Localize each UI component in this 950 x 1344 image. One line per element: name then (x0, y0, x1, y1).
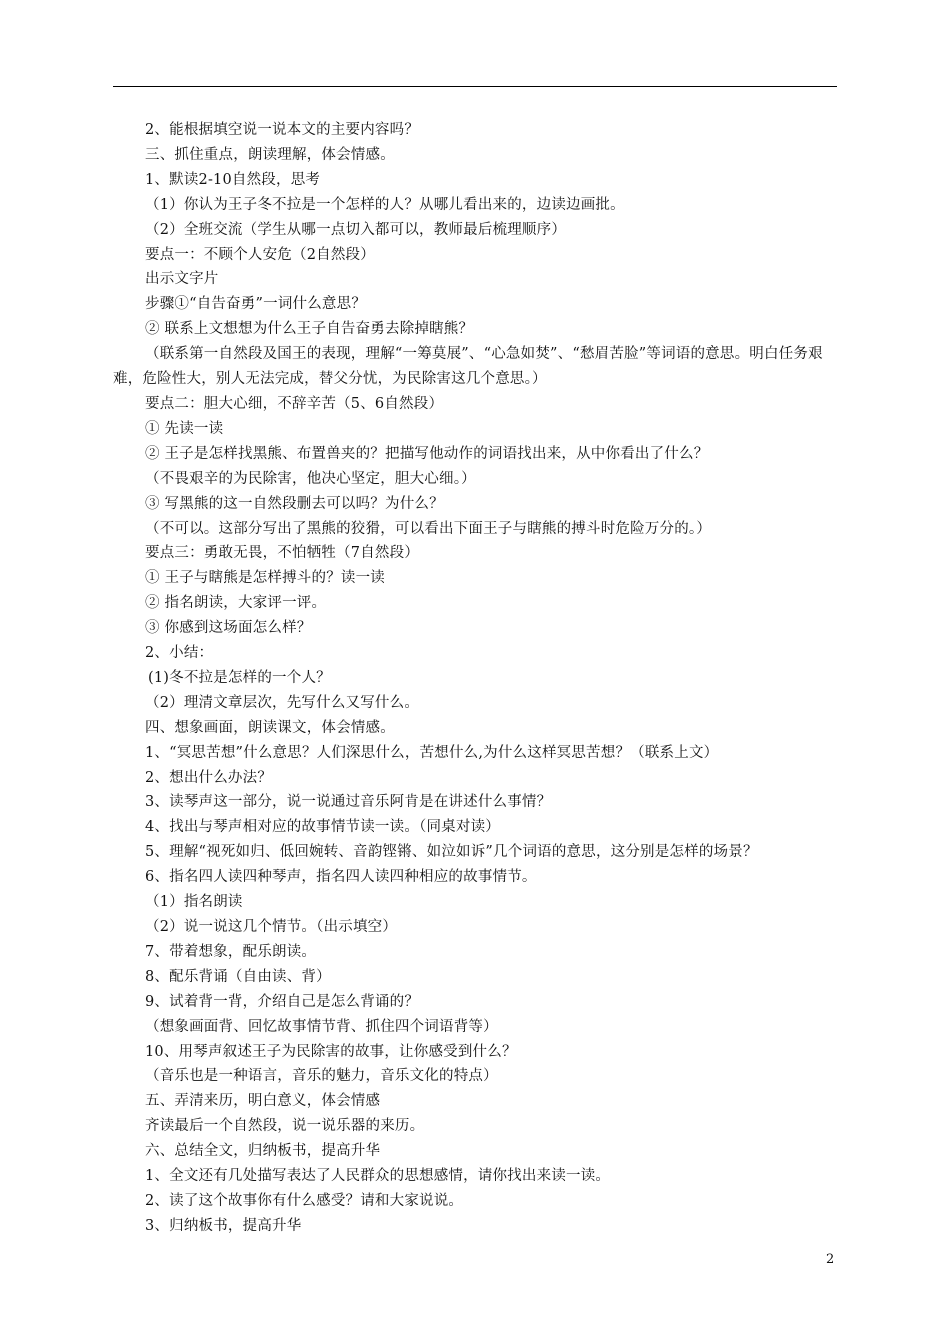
text-line: 1、“冥思苦想”什么意思？人们深思什么，苦想什么,为什么这样冥思苦想？（联系上文） (145, 744, 719, 761)
text-line: 3、归纳板书，提高升华 (145, 1217, 302, 1234)
text-line: （想象画面背、回忆故事情节背、抓住四个词语背等） (145, 1018, 498, 1035)
text-line: 四、想象画面，朗读课文，体会情感。 (145, 719, 395, 736)
text-line: （2）说一说这几个情节。（出示填空） (145, 919, 398, 935)
document-body (113, 118, 837, 1239)
text-line: 要点二：胆大心细，不辞辛苦（5、6自然段） (145, 395, 444, 412)
text-line: (1)冬不拉是怎样的一个人？ (148, 669, 331, 686)
text-line: ② 联系上文想想为什么王子自告奋勇去除掉瞎熊？ (145, 321, 474, 338)
text-line: 9、试着背一背，介绍自己是怎么背诵的？ (145, 993, 420, 1010)
text-line: 6、指名四人读四种琴声，指名四人读四种相应的故事情节。 (145, 869, 537, 886)
text-line: （音乐也是一种语言，音乐的魅力，音乐文化的特点） (145, 1068, 498, 1085)
text-line: 3、读琴声这一部分，说一说通过音乐阿肯是在讲述什么事情？ (145, 794, 552, 811)
text-line: 步骤①“自告奋勇”一词什么意思？ (145, 296, 367, 313)
text-line: 出示文字片 (145, 271, 219, 288)
text-line: ③ 写黑熊的这一自然段删去可以吗？为什么？ (145, 495, 444, 512)
text-line: ③ 你感到这场面怎么样？ (145, 620, 312, 637)
text-line: 六、总结全文，归纳板书，提高升华 (145, 1143, 381, 1160)
text-line: 五、弄清来历，明白意义，体会情感 (145, 1093, 381, 1110)
text-line: 1、默读2-10自然段，思考 (145, 171, 321, 188)
text-line: 2、能根据填空说一说本文的主要内容吗？ (145, 122, 420, 138)
text-line: ① 王子与瞎熊是怎样搏斗的？读一读 (145, 570, 386, 587)
text-line: 1、全文还有几处描写表达了人民群众的思想感情，请你找出来读一读。 (145, 1168, 611, 1185)
text-line: ② 指名朗读，大家评一评。 (145, 595, 327, 612)
text-line: 2、想出什么办法？ (145, 769, 273, 786)
text-line: ② 王子是怎样找黑熊、布置兽夹的？把描写他动作的词语找出来，从中你看出了什么？ (145, 445, 709, 462)
text-line: 要点一：不顾个人安危（2自然段） (145, 246, 375, 263)
text-line: 7、带着想象，配乐朗读。 (145, 943, 317, 960)
text-line: （1）你认为王子冬不拉是一个怎样的人？从哪儿看出来的，边读边画批。 (145, 196, 625, 213)
text-line: 2、读了这个故事你有什么感受？请和大家说说。 (145, 1192, 464, 1209)
text-line: 8、配乐背诵（自由读、背） (145, 968, 331, 985)
text-line: 2、小结： (145, 645, 214, 662)
text-line: ① 先读一读 (145, 420, 224, 437)
text-line: （不可以。这部分写出了黑熊的狡猾，可以看出下面王子与瞎熊的搏斗时危险万分的。） (145, 520, 712, 537)
text-line: 齐读最后一个自然段，说一说乐器的来历。 (145, 1118, 425, 1135)
text-line: （不畏艰辛的为民除害，他决心坚定，胆大心细。） (145, 470, 476, 487)
text-line: 要点三：勇敢无畏，不怕牺牲（7自然段） (145, 545, 420, 562)
text-line: （联系第一自然段及国王的表现，理解“一筹莫展”、“心急如焚”、“愁眉苦脸”等词语的意思。明白任务艰难，危险性大，别人无法完成，替父分忧，为民除害这几个意思。） (113, 346, 823, 388)
text-line: 10、用琴声叙述王子为民除害的故事，让你感受到什么？ (145, 1043, 517, 1060)
text-line: （1）指名朗读 (145, 894, 243, 911)
text-line: （2）全班交流（学生从哪一点切入都可以，教师最后梳理顺序） (145, 221, 567, 238)
header-rule (113, 86, 837, 87)
text-line: 三、抓住重点，朗读理解，体会情感。 (145, 146, 395, 163)
page-number: 2 (826, 1252, 835, 1267)
text-line: （2）理清文章层次，先写什么又写什么。 (145, 694, 420, 711)
text-line: 4、找出与琴声相对应的故事情节读一读。（同桌对读） (145, 819, 500, 836)
text-line: 5、理解“视死如归、低回婉转、音韵铿锵、如泣如诉”几个词语的意思，这分别是怎样的场景？ (145, 844, 758, 861)
